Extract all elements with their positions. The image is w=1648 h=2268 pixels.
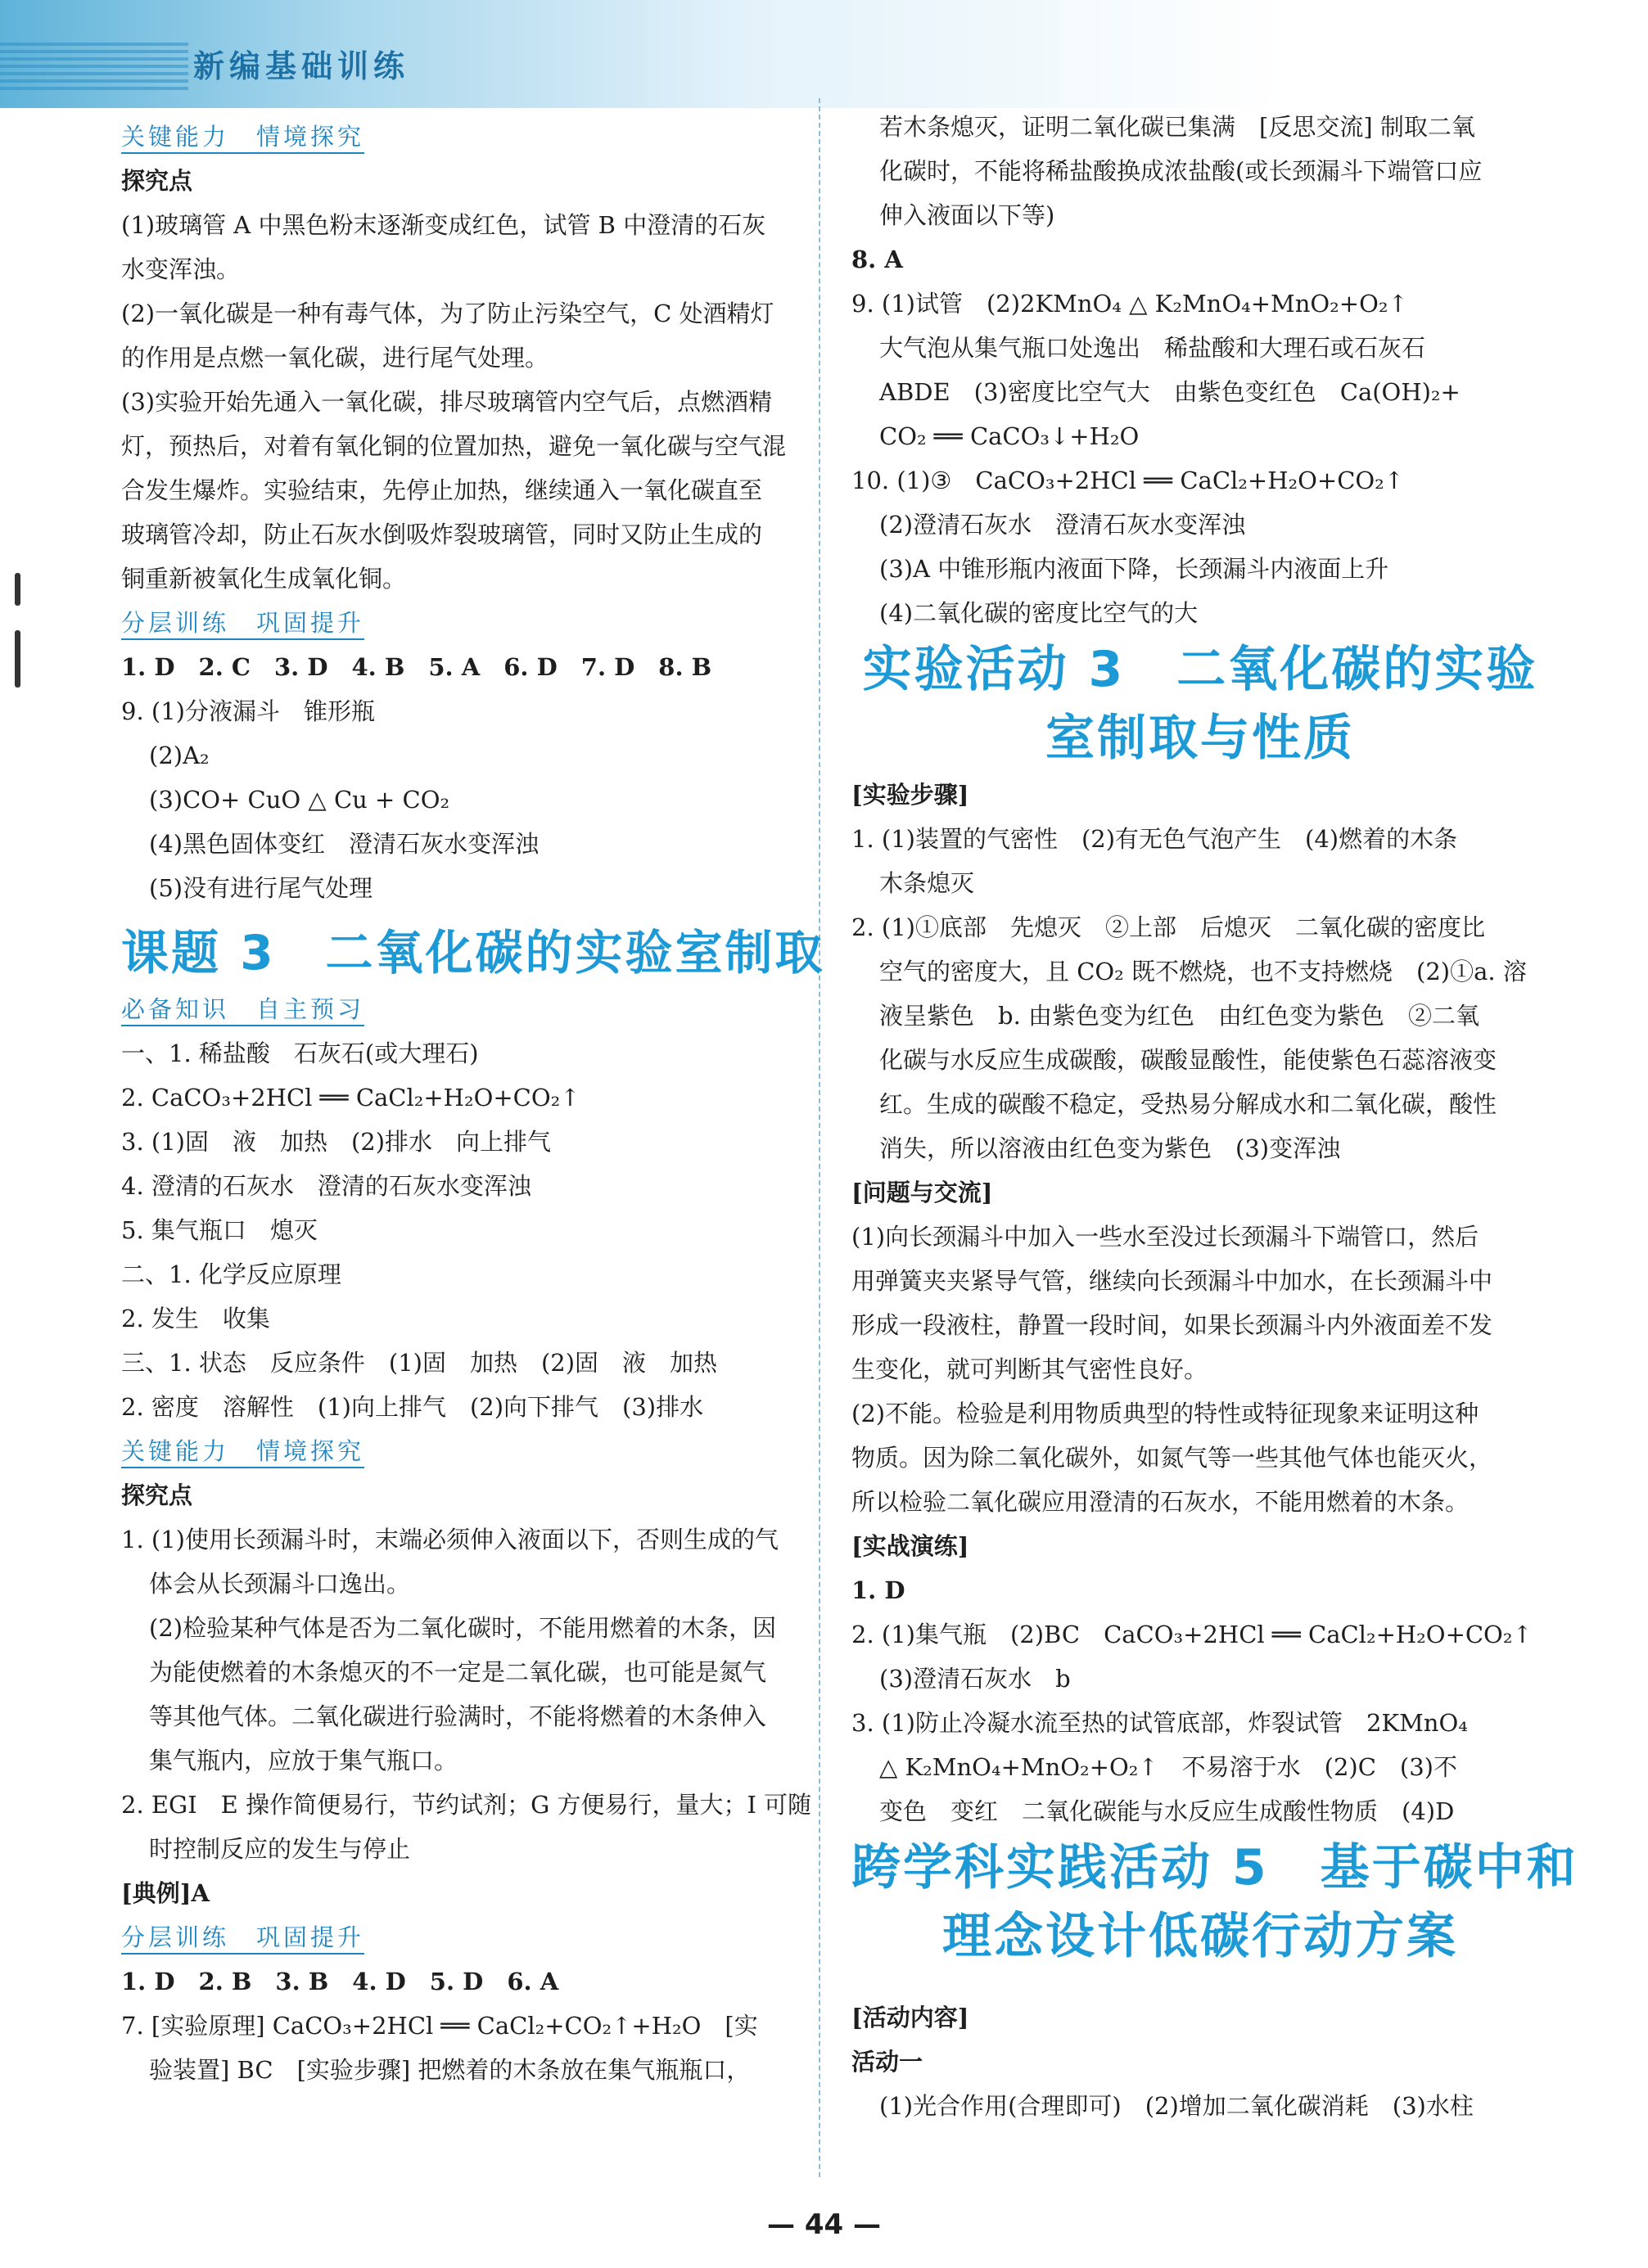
equation-line: △ K₂MnO₄+MnO₂+O₂↑ 不易溶于水 (2)C (3)不 xyxy=(879,1753,1457,1781)
text-line: 2. (1)①底部 先熄灭 ②上部 后熄灭 二氧化碳的密度比 xyxy=(851,913,1485,941)
subheading: 探究点 xyxy=(121,167,193,195)
answer-line: (4)黑色固体变红 澄清石灰水变浑浊 xyxy=(149,830,540,858)
text-line: 的作用是点燃一氧化碳，进行尾气处理。 xyxy=(121,344,549,372)
text-line: (1)玻璃管 A 中黑色粉末逐渐变成红色，试管 B 中澄清的石灰 xyxy=(121,211,766,239)
text-line: 3. (1)防止冷凝水流至热的试管底部，炸裂试管 2KMnO₄ xyxy=(851,1709,1468,1737)
right-column xyxy=(851,105,1578,2128)
answer-line: 二、1. 化学反应原理 xyxy=(121,1260,341,1288)
text-line: (1)向长颈漏斗中加入一些水至没过长颈漏斗下端管口，然后 xyxy=(851,1223,1479,1251)
subheading: [实验步骤] xyxy=(851,781,969,809)
equation-line: 2. CaCO₃+2HCl ══ CaCl₂+H₂O+CO₂↑ xyxy=(121,1084,580,1111)
text-line: (3)澄清石灰水 b xyxy=(879,1665,1071,1693)
text-line: 化碳与水反应生成碳酸，碳酸显酸性，能使紫色石蕊溶液变 xyxy=(879,1046,1497,1074)
text-line: 1. (1)装置的气密性 (2)有无色气泡产生 (4)燃着的木条 xyxy=(851,825,1458,853)
text-line: (2)不能。检验是利用物质典型的特性或特征现象来证明这种 xyxy=(851,1400,1479,1427)
text-line: 等其他气体。二氧化碳进行验满时，不能将燃着的木条伸入 xyxy=(149,1702,767,1730)
answer-line: 9. (1)分液漏斗 锥形瓶 xyxy=(121,697,375,725)
text-line: 为能使燃着的木条熄灭的不一定是二氧化碳，也可能是氮气 xyxy=(149,1658,767,1686)
subheading: [活动内容] xyxy=(851,2004,969,2031)
text-line: 时控制反应的发生与停止 xyxy=(149,1835,411,1863)
section-label: 分层训练 巩固提升 xyxy=(121,601,827,645)
answer-line: 5. 集气瓶口 熄灭 xyxy=(121,1216,318,1244)
answer-line: 1. D 2. B 3. B 4. D 5. D 6. A xyxy=(121,1968,559,1995)
equation-line: 9. (1)试管 (2)2KMnO₄ △ K₂MnO₄+MnO₂+O₂↑ xyxy=(851,290,1408,318)
text-line: 液呈紫色 b. 由紫色变为红色 由红色变为紫色 ②二氧 xyxy=(879,1002,1480,1030)
answer-line: 7. [实验原理] CaCO₃+2HCl ══ CaCl₂+CO₂↑+H₂O [实 xyxy=(121,2012,758,2040)
equation-line: (3)CO+ CuO △ Cu + CO₂ xyxy=(149,786,450,814)
activity-title: 室制取与性质 xyxy=(1045,710,1355,767)
text-line: 体会从长颈漏斗口逸出。 xyxy=(149,1570,411,1598)
text-line: 消失，所以溶液由红色变为紫色 (3)变浑浊 xyxy=(879,1134,1341,1162)
text-line: 红。生成的碳酸不稳定，受热易分解成水和二氧化碳，酸性 xyxy=(879,1090,1497,1118)
text-line: 水变浑浊。 xyxy=(121,255,241,283)
text-line: 化碳时，不能将稀盐酸换成浓盐酸(或长颈漏斗下端管口应 xyxy=(879,157,1483,185)
book-title: 新编基础训练 xyxy=(193,48,410,84)
text-line: (1)光合作用(合理即可) (2)增加二氧化碳消耗 (3)水柱 xyxy=(879,2092,1474,2120)
answer-line: 2. 发生 收集 xyxy=(121,1305,270,1332)
binding-mark xyxy=(15,630,20,688)
section-label: 关键能力 情境探究 xyxy=(121,115,827,159)
left-column xyxy=(121,115,827,2092)
text-line: 2. EGI E 操作简便易行，节约试剂；G 方便易行，量大；I 可随 xyxy=(121,1791,812,1819)
example-answer: [典例]A xyxy=(121,1879,210,1907)
answer-line: (5)没有进行尾气处理 xyxy=(149,874,373,902)
text-line: 1. (1)使用长颈漏斗时，末端必须伸入液面以下，否则生成的气 xyxy=(121,1526,779,1553)
subheading: 活动一 xyxy=(851,2048,923,2076)
answer-line: 三、1. 状态 反应条件 (1)固 加热 (2)固 液 加热 xyxy=(121,1349,718,1377)
answer-line: 1. D 2. C 3. D 4. B 5. A 6. D 7. D 8. B xyxy=(121,653,712,681)
text-line: 形成一段液柱，静置一段时间，如果长颈漏斗内外液面差不发 xyxy=(851,1311,1493,1339)
text-line: (2)澄清石灰水 澄清石灰水变浑浊 xyxy=(879,511,1246,539)
answer-line: 验装置] BC [实验步骤] 把燃着的木条放在集气瓶瓶口， xyxy=(149,2056,751,2084)
answer-line: 2. 密度 溶解性 (1)向上排气 (2)向下排气 (3)排水 xyxy=(121,1393,704,1421)
activity-title: 实验活动 3 二氧化碳的实验 xyxy=(862,641,1538,698)
answer-line: 8. A xyxy=(851,246,903,273)
text-line: (4)二氧化碳的密度比空气的大 xyxy=(879,599,1199,627)
equation-line: CO₂ ══ CaCO₃↓+H₂O xyxy=(879,422,1140,450)
lesson-title: 课题 3 二氧化碳的实验室制取 xyxy=(121,925,825,981)
answer-line: 3. (1)固 液 加热 (2)排水 向上排气 xyxy=(121,1128,552,1156)
text-line: 若木条熄灭，证明二氧化碳已集满 [反思交流] 制取二氧 xyxy=(879,113,1475,141)
text-line: 铜重新被氧化生成氧化铜。 xyxy=(121,565,407,593)
answer-line: (2)A₂ xyxy=(149,742,210,769)
text-line: 木条熄灭 xyxy=(879,869,975,897)
header-decoration xyxy=(0,43,188,90)
text-line: 生变化，就可判断其气密性良好。 xyxy=(851,1355,1208,1383)
answer-line: 一、1. 稀盐酸 石灰石(或大理石) xyxy=(121,1039,479,1067)
text-line: (3)实验开始先通入一氧化碳，排尽玻璃管内空气后，点燃酒精 xyxy=(121,388,773,416)
page-number: — 44 — xyxy=(767,2208,881,2241)
answer-line: 4. 澄清的石灰水 澄清的石灰水变浑浊 xyxy=(121,1172,531,1200)
text-line: (3)A 中锥形瓶内液面下降，长颈漏斗内液面上升 xyxy=(879,555,1389,583)
answer-line: 1. D xyxy=(851,1576,905,1604)
subheading: [实战演练] xyxy=(851,1532,969,1560)
text-line: 伸入液面以下等) xyxy=(879,201,1055,229)
equation-line: 2. (1)集气瓶 (2)BC CaCO₃+2HCl ══ CaCl₂+H₂O+CO₂↑ xyxy=(851,1621,1533,1648)
text-line: (2)一氧化碳是一种有毒气体，为了防止污染空气，C 处酒精灯 xyxy=(121,300,774,327)
text-line: 灯，预热后，对着有氧化铜的位置加热，避免一氧化碳与空气混 xyxy=(121,432,787,460)
text-line: 集气瓶内，应放于集气瓶口。 xyxy=(149,1747,458,1774)
text-line: 大气泡从集气瓶口处逸出 稀盐酸和大理石或石灰石 xyxy=(879,334,1426,362)
text-line: 所以检验二氧化碳应用澄清的石灰水，不能用燃着的木条。 xyxy=(851,1488,1470,1516)
activity-title: 理念设计低碳行动方案 xyxy=(942,1908,1458,1965)
text-line: 玻璃管冷却，防止石灰水倒吸炸裂玻璃管，同时又防止生成的 xyxy=(121,521,763,548)
text-line: 用弹簧夹夹紧导气管，继续向长颈漏斗中加水，在长颈漏斗中 xyxy=(851,1267,1493,1295)
section-label: 关键能力 情境探究 xyxy=(121,1429,827,1473)
text-line: 变色 变红 二氧化碳能与水反应生成酸性物质 (4)D xyxy=(879,1797,1455,1825)
section-label: 必备知识 自主预习 xyxy=(121,987,827,1031)
text-line: 物质。因为除二氧化碳外，如氮气等一些其他气体也能灭火， xyxy=(851,1444,1493,1472)
subheading: 探究点 xyxy=(121,1481,193,1509)
text-line: 空气的密度大，且 CO₂ 既不燃烧，也不支持燃烧 (2)①a. 溶 xyxy=(879,958,1527,985)
equation-line: 10. (1)③ CaCO₃+2HCl ══ CaCl₂+H₂O+CO₂↑ xyxy=(851,467,1405,494)
subheading: [问题与交流] xyxy=(851,1179,993,1206)
binding-mark xyxy=(15,573,20,606)
text-line: (2)检验某种气体是否为二氧化碳时，不能用燃着的木条，因 xyxy=(149,1614,777,1642)
text-line: ABDE (3)密度比空气大 由紫色变红色 Ca(OH)₂+ xyxy=(879,378,1461,406)
section-label: 分层训练 巩固提升 xyxy=(121,1915,827,1959)
activity-title: 跨学科实践活动 5 基于碳中和 xyxy=(851,1839,1578,1896)
text-line: 合发生爆炸。实验结束，先停止加热，继续通入一氧化碳直至 xyxy=(121,476,763,504)
